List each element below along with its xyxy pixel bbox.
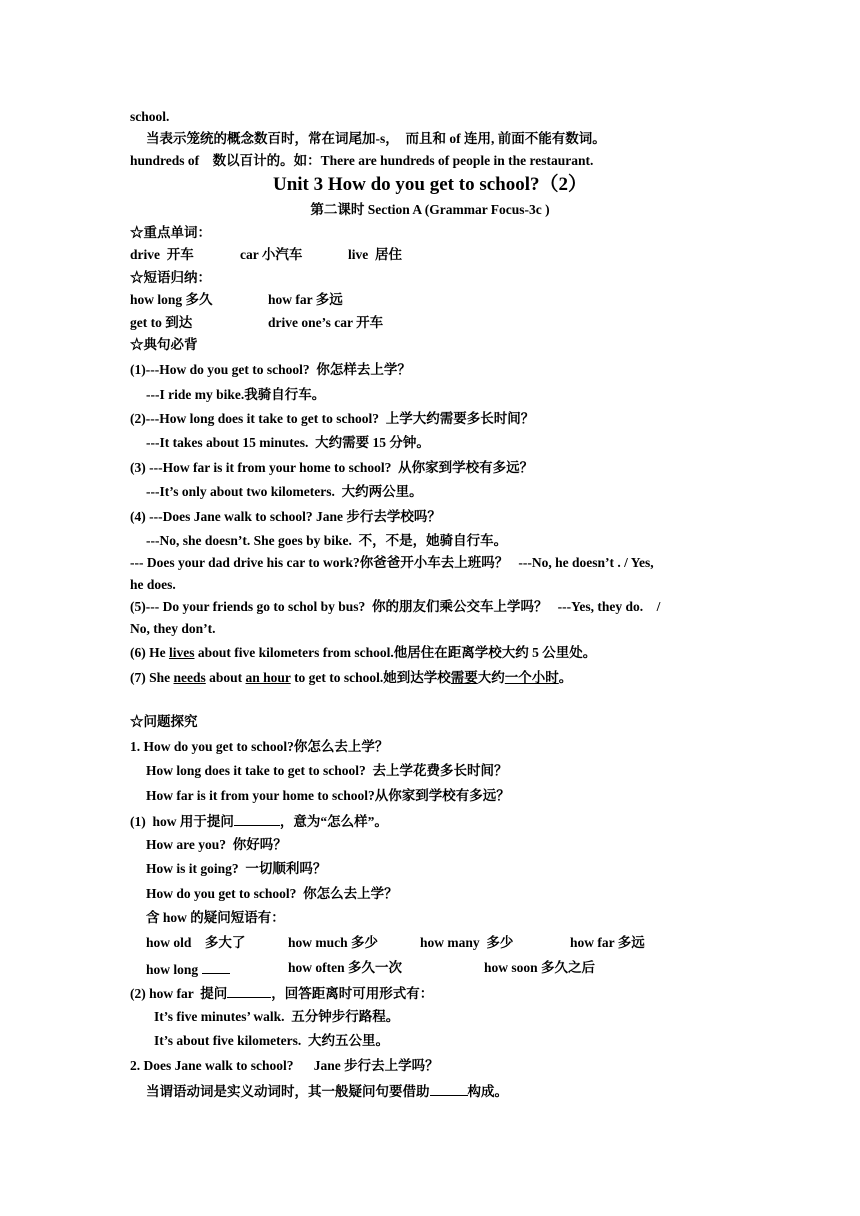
question-1-line: How long does it take to get to school? 去上学花费多长时间？ — [146, 763, 508, 778]
page-subtitle: 第二课时 Section A (Grammar Focus-3c ) — [310, 202, 550, 217]
phrase-item: how long 多久 — [130, 292, 213, 307]
question-2-note-text: 构成。 — [467, 1084, 508, 1099]
fill-blank — [202, 959, 230, 974]
sentence-6-part: (6) He — [130, 645, 169, 660]
question-2-note-text: 当谓语动词是实义动词时，其一般疑问句要借助 — [146, 1084, 430, 1099]
point-2-text: (2) how far 提问 — [130, 986, 228, 1001]
fill-blank — [430, 1081, 468, 1096]
underlined-word: needs — [173, 670, 206, 685]
sentence-line: he does. — [130, 577, 176, 592]
how-phrase: how far 多远 — [570, 935, 645, 950]
how-phrase-text: how long — [146, 962, 202, 977]
example-line: How is it going? 一切顺利吗？ — [146, 861, 327, 876]
how-phrase: how old 多大了 — [146, 935, 246, 950]
vocab-item: drive 开车 — [130, 247, 194, 262]
page-title: Unit 3 How do you get to school?（2） — [272, 174, 588, 195]
how-phrase: how many 多少 — [420, 935, 514, 950]
underlined-word: 一个小时 — [504, 670, 559, 685]
sentence-6 — [130, 644, 596, 662]
underlined-word: 需要 — [450, 670, 478, 685]
sentence-line: (1)---How do you get to school? 你怎样去上学？ — [130, 362, 411, 377]
intro-line-1: school. — [130, 109, 170, 124]
phrase-item: how far 多远 — [268, 292, 343, 307]
sentence-6-part: about five kilometers from school.他居住在距离学校大约 5 公里处。 — [194, 645, 597, 660]
point-2 — [130, 983, 433, 1003]
sentence-7-part: about — [205, 670, 246, 685]
phrase-item: drive one’s car 开车 — [268, 315, 384, 330]
fill-blank — [234, 811, 280, 826]
sentence-line: ---No, she doesn’t. She goes by bike. 不，不是，她骑自行车。 — [146, 533, 508, 548]
underlined-word: an hour — [245, 670, 291, 685]
sentences-heading: ☆典句必背 — [130, 337, 198, 352]
vocab-item: live 居住 — [348, 247, 402, 262]
question-1-line: How far is it from your home to school?从你家到学校有多远？ — [146, 788, 510, 803]
example-line: How do you get to school? 你怎么去上学？ — [146, 886, 398, 901]
phrases-heading: ☆短语归纳： — [130, 270, 211, 285]
sentence-7-part: (7) She — [130, 670, 174, 685]
phrase-item: get to 到达 — [130, 315, 193, 330]
question-2: 2. Does Jane walk to school? Jane 步行去上学吗？ — [130, 1058, 439, 1073]
explore-heading: ☆问题探究 — [130, 714, 198, 729]
sentence-7-part: 。 — [558, 670, 573, 685]
point-2-text: ，回答距离时可用形式有： — [271, 986, 434, 1001]
intro-line-2: 当表示笼统的概念数百时，常在词尾加-s， 而且和 of 连用, 前面不能有数词。 — [146, 131, 606, 146]
point-1-text: ，意为“怎么样”。 — [279, 814, 388, 829]
vocab-item: car 小汽车 — [240, 247, 303, 262]
point-1 — [130, 811, 388, 831]
sentence-line: ---It takes about 15 minutes. 大约需要 15 分钟。 — [146, 435, 430, 450]
sentence-line: No, they don’t. — [130, 621, 216, 636]
question-1: 1. How do you get to school?你怎么去上学？ — [130, 739, 389, 754]
example-line: 含 how 的疑问短语有： — [146, 910, 285, 925]
sentence-line: (2)---How long does it take to get to school? 上学大约需要多长时间？ — [130, 411, 535, 426]
example-line: How are you? 你好吗？ — [146, 837, 287, 852]
example-line: It’s about five kilometers. 大约五公里。 — [154, 1033, 389, 1048]
sentence-line: ---I ride my bike.我骑自行车。 — [146, 387, 326, 402]
how-phrase: how soon 多久之后 — [484, 960, 596, 975]
sentence-7 — [130, 669, 572, 687]
sentence-7-part: 大约 — [477, 670, 505, 685]
sentence-line: (4) ---Does Jane walk to school? Jane 步行去学校吗？ — [130, 509, 441, 524]
fill-blank — [227, 983, 271, 998]
sentence-line: (3) ---How far is it from your home to school? 从你家到学校有多远？ — [130, 460, 534, 475]
how-phrase — [146, 959, 230, 979]
example-line: It’s five minutes’ walk. 五分钟步行路程。 — [154, 1009, 400, 1024]
vocab-heading: ☆重点单词： — [130, 225, 211, 240]
intro-line-3: hundreds of 数以百计的。如：There are hundreds of people in the restaurant. — [130, 153, 594, 168]
sentence-line: --- Does your dad drive his car to work?你爸爸开小车去上班吗？ ---No, he doesn’t . / Yes, — [130, 555, 654, 570]
sentence-line: (5)--- Do your friends go to schol by bus? 你的朋友们乘公交车上学吗？ ---Yes, they do. / — [130, 599, 661, 614]
question-2-note — [146, 1081, 508, 1101]
underlined-word: lives — [168, 645, 195, 660]
how-phrase: how much 多少 — [288, 935, 379, 950]
how-phrase: how often 多久一次 — [288, 960, 402, 975]
point-1-text: (1) how 用于提问 — [130, 814, 234, 829]
sentence-7-part: to get to school.她到达学校 — [290, 670, 451, 685]
sentence-line: ---It’s only about two kilometers. 大约两公里。 — [146, 484, 423, 499]
